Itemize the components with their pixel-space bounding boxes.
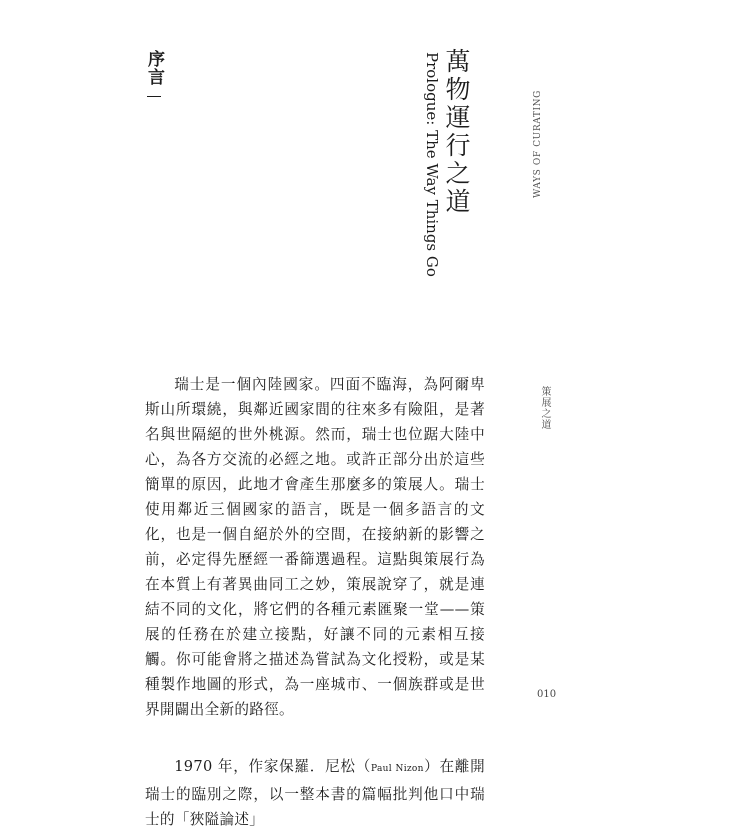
body-text — [145, 372, 485, 832]
chapter-title: 萬物運行之道 — [442, 48, 471, 216]
page-number: 010 — [537, 689, 557, 700]
book-title: 策展之道 — [539, 386, 550, 430]
paragraph-text: ）在離開瑞士的臨別之際，以一整本書的篇幅批判他口中瑞士的「狹隘論述」 — [145, 758, 485, 828]
chapter-subtitle: Prologue: The Way Things Go — [423, 52, 441, 277]
paragraph: 瑞士是一個內陸國家。四面不臨海，為阿爾卑斯山所環繞，與鄰近國家間的往來多有險阻，是著名與世隔絕的世外桃源。然而，瑞士也位踞大陸中心，為各方交流的必經之地。或許正部分出於這些簡單的原因，此地才會產生那麼多的策展人。瑞士使用鄰近三個國家的語言，既是一個多語言的文化，也是一個自絕於外的空間，在接納新的影響之前，必定得先歷經一番篩選過程。這點與策展行為在本質上有著異曲同工之妙，策展說穿了，就是連結不同的文化，將它們的各種元素匯聚一堂——策展的任務在於建立接點，好讓不同的元素相互接觸。你可能會將之描述為嘗試為文化授粉，或是某種製作地圖的形式，為一座城市、一個族群或是世界開闢出全新的路徑。 — [145, 376, 485, 718]
running-header: WAYS OF CURATING — [533, 90, 543, 198]
section-label: 序言 — [144, 50, 164, 86]
paragraph — [145, 754, 485, 832]
author-name-en: Paul Nizon — [371, 764, 424, 774]
section-rule — [147, 96, 161, 97]
paragraph-text: 1970 年，作家保羅．尼松（ — [174, 758, 372, 775]
